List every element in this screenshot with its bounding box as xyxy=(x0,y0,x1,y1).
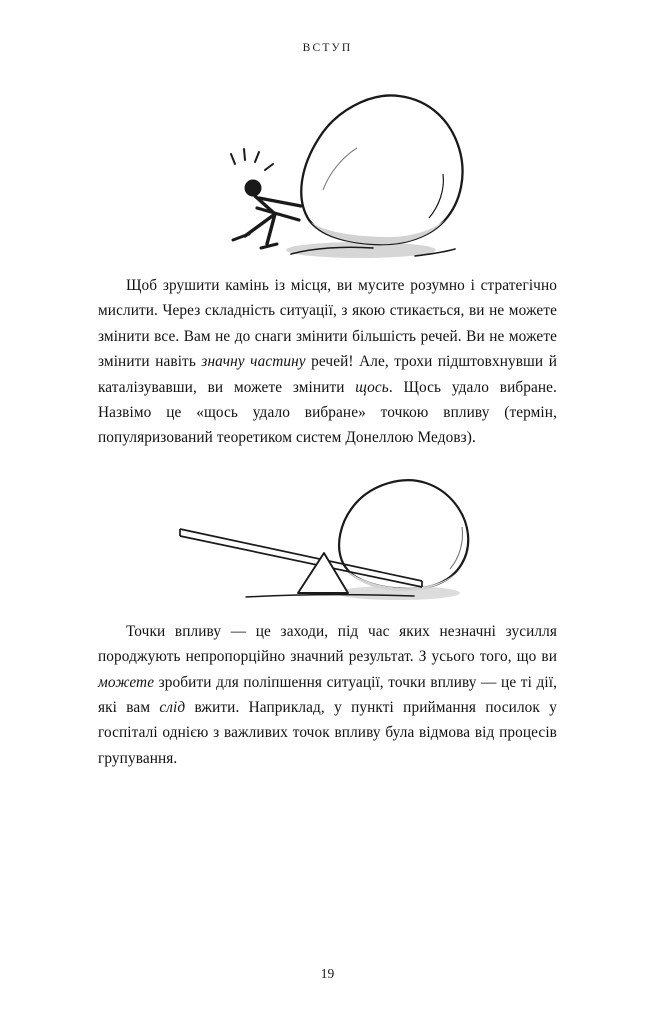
paragraph-2-text: Точки впливу — це заходи, під час яких незначні зусилля породжують непропорційно значний результат. З усього того, що ви xyxy=(98,622,557,666)
emphasis-should: слід xyxy=(159,699,186,717)
paragraph-leverage-definition xyxy=(98,619,557,771)
paragraph-leverage-intro xyxy=(98,273,557,451)
running-head: ВСТУП xyxy=(302,42,353,54)
emphasis-significant-part: значну частину xyxy=(201,353,306,371)
paragraph-2-text-b: зробити для поліпшення ситуації, точки впливу — це ті дії, які вам xyxy=(98,673,557,717)
figure-person-pushing-boulder xyxy=(98,78,557,273)
paragraph-2-text-c: вжити. Наприклад, у пункті приймання посилок у госпіталі однією з важливих точок впливу була відмова від процесів групування. xyxy=(98,699,557,767)
emphasis-can: можете xyxy=(98,673,155,691)
page-number: 19 xyxy=(320,966,335,981)
figure-lever-under-boulder xyxy=(98,469,557,619)
paragraph-1-text: Щоб зрушити камінь із місця, ви мусите розумно і стратегічно мислити. Через складність ситуації, з якою стикається, ви не можете змінити все. Вам не до снаги змінити більшість речей. Ви не можете змінити навіть xyxy=(98,277,557,371)
paragraph-1-text-b: речей! Але, трохи підштовхнувши й каталізувавши, ви можете змінити xyxy=(98,353,557,396)
paragraph-1-text-c: . Щось удало вибране. Назвімо це «щось удало вибране» точкою впливу (термін, популяризований теоретиком систем Донеллою Медовз). xyxy=(98,378,557,447)
emphasis-something: щось xyxy=(355,378,389,396)
